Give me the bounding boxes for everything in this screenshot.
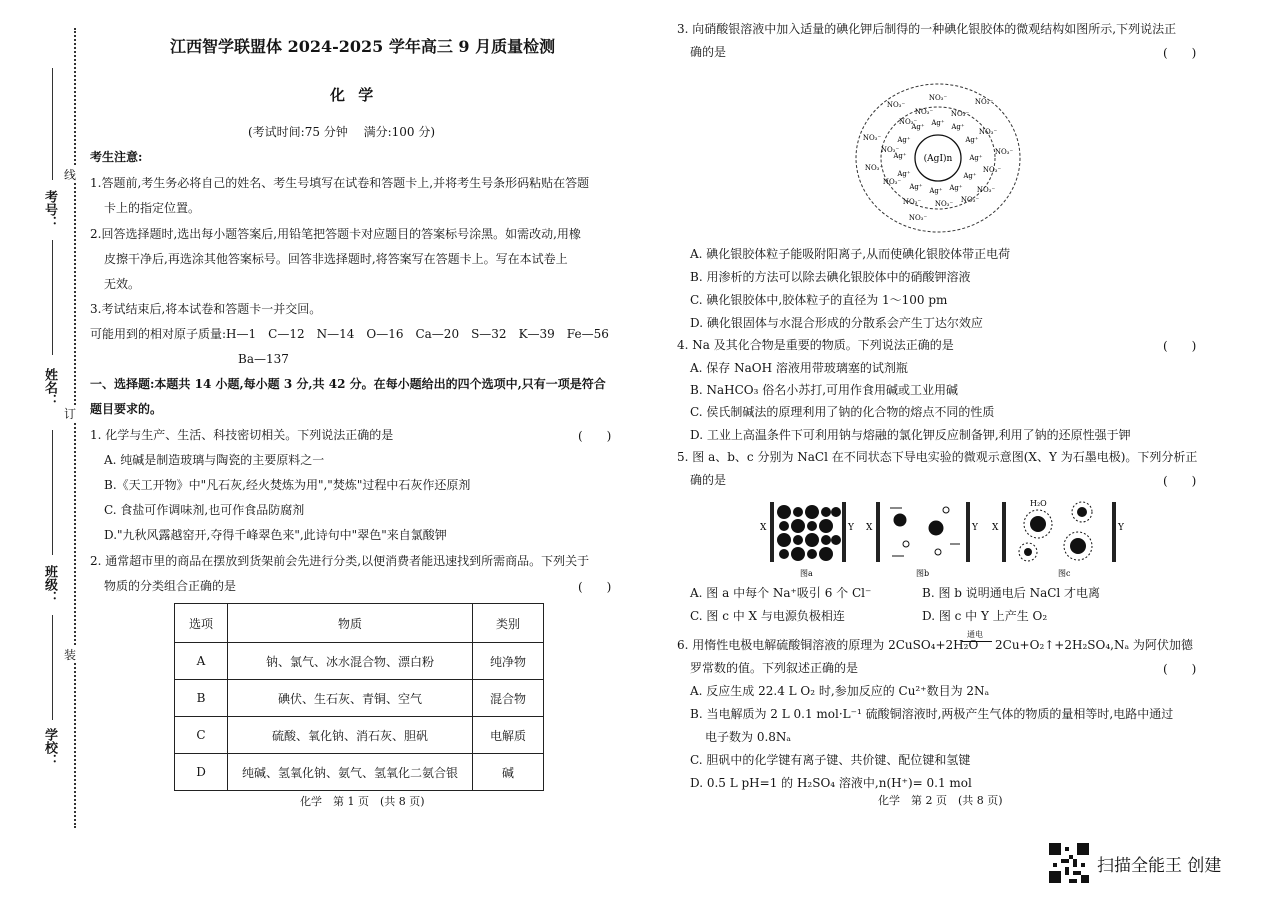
water-label: H₂O [1030, 499, 1047, 508]
qr-code-icon [1049, 843, 1089, 883]
nitrate-ion: NO₃⁻ [864, 164, 884, 172]
q6-option-b: B. 当电解质为 2 L 0.1 mol·L⁻¹ 硫酸铜溶液时,两极产生气体的物质的量相等时,电路中通过 [690, 707, 1174, 721]
q5-stem: 5. 图 a、b、c 分别为 NaCl 在不同状态下导电实验的微观示意图(X、Y 为石墨电极)。下列分析正 [677, 450, 1198, 464]
electrode-x-label: X [866, 523, 873, 533]
electrode-y-label: Y [848, 523, 854, 533]
nitrate-ion: NO₃⁻ [994, 148, 1014, 156]
q1-answer-paren: ( ) [578, 429, 612, 443]
q3-answer-paren: ( ) [1163, 46, 1197, 60]
q6-stem-a: 6. 用惰性电极电解硫酸铜溶液的原理为 2CuSO₄+2H₂O [677, 638, 979, 652]
figure-c [992, 499, 1125, 578]
name-label: 姓名： [42, 368, 57, 407]
nitrate-ion: NO₃⁻ [886, 101, 906, 109]
ag-ion: Ag⁺ [897, 170, 911, 178]
q5-option-d: D. 图 c 中 Y 上产生 O₂ [922, 609, 1048, 623]
notice-heading: 考生注意: [90, 150, 143, 164]
q5-option-c: C. 图 c 中 X 与电源负极相连 [690, 609, 845, 623]
notice-2a: 2.回答选择题时,选出每小题答案后,用铅笔把答题卡对应题目的答案标号涂黑。如需改动,用橡 [90, 227, 581, 241]
class-label: 班级： [42, 565, 57, 604]
notice-1b: 卡上的指定位置。 [104, 201, 201, 215]
notice-2c: 无效。 [104, 277, 141, 291]
page-footer-2: 化学 第 2 页 (共 8 页) [878, 794, 1003, 807]
table-cell: A [175, 643, 228, 680]
school-line [52, 615, 53, 720]
table-row [175, 717, 544, 754]
nitrate-ion: NO₃⁻ [934, 200, 954, 208]
ag-ion: Ag⁺ [911, 123, 925, 131]
exam-number-line [52, 68, 53, 180]
notice-2b: 皮擦干净后,再选涂其他答案标号。回答非选择题时,将答案写在答题卡上。写在本试卷上 [104, 252, 568, 266]
q6-option-c: C. 胆矾中的化学键有离子键、共价键、配位键和氢键 [690, 753, 971, 767]
electrode-x [1002, 502, 1006, 562]
q2-classification-table [174, 603, 544, 791]
q3-option-b: B. 用渗析的方法可以除去碘化银胶体中的硝酸钾溶液 [690, 270, 971, 284]
figure-a [760, 502, 855, 578]
nitrate-ion: NO₃⁻ [902, 198, 922, 206]
binding-dotted-line [74, 28, 76, 828]
exam-info: (考试时间:75 分钟 满分:100 分) [248, 125, 436, 139]
q2-stem-2: 物质的分类组合正确的是 [104, 579, 237, 593]
binding-line-char: 线 [64, 168, 77, 182]
ag-ion: Ag⁺ [963, 172, 977, 180]
q3-option-a: A. 碘化银胶体粒子能吸附阳离子,从而使碘化银胶体带正电荷 [690, 247, 1011, 261]
q6-answer-paren: ( ) [1163, 662, 1197, 676]
q5-option-b: B. 图 b 说明通电后 NaCl 才电离 [922, 586, 1101, 600]
ag-ion: Ag⁺ [965, 136, 979, 144]
ag-ion: Ag⁺ [951, 123, 965, 131]
table-row [175, 643, 544, 680]
q2-answer-paren: ( ) [578, 580, 612, 594]
colloid-structure-diagram [852, 80, 1024, 236]
q6-option-a: A. 反应生成 22.4 L O₂ 时,参加反应的 Cu²⁺数目为 2Nₐ [690, 684, 990, 698]
binding-zhuang-char: 装 [64, 648, 77, 662]
nitrate-ion: NO₃⁻ [978, 128, 998, 136]
q6-option-b2: 电子数为 0.8Nₐ [705, 730, 792, 744]
page-footer-1: 化学 第 1 页 (共 8 页) [300, 795, 425, 808]
subject-title: 化 学 [330, 86, 378, 104]
electrode-y-label: Y [1118, 523, 1124, 533]
ag-ion: Ag⁺ [969, 154, 983, 162]
q5-option-a: A. 图 a 中每个 Na⁺吸引 6 个 Cl⁻ [690, 586, 872, 600]
table-row [175, 754, 544, 791]
q6-stem-2: 罗常数的值。下列叙述正确的是 [690, 661, 859, 675]
ag-ion: Ag⁺ [909, 183, 923, 191]
notice-3: 3.考试结束后,将本试卷和答题卡一并交回。 [90, 302, 322, 316]
nacl-conduction-figures [760, 494, 1130, 580]
q5-answer-paren: ( ) [1163, 474, 1197, 488]
figure-b-caption: 图b [916, 569, 930, 578]
nitrate-ion: NO₃⁻ [862, 134, 882, 142]
nitrate-ion: NO₃⁻ [880, 146, 900, 154]
q3-stem: 3. 向硝酸银溶液中加入适量的碘化钾后制得的一种碘化银胶体的微观结构如图所示,下列说法正 [677, 22, 1177, 36]
q4-answer-paren: ( ) [1163, 339, 1197, 353]
q6-arrow-line [962, 641, 992, 642]
q4-stem: 4. Na 及其化合物是重要的物质。下列说法正确的是 [677, 338, 954, 352]
name-line [52, 240, 53, 355]
nitrate-ion: NO₃⁻ [982, 166, 1002, 174]
q3-option-d: D. 碘化银固体与水混合形成的分散系会产生丁达尔效应 [690, 316, 983, 330]
electrode-x [876, 502, 880, 562]
nitrate-ion: NO₃⁻ [882, 178, 902, 186]
nitrate-ion: NO₃⁻ [950, 110, 970, 118]
table-cell: 碱 [473, 754, 544, 791]
q4-option-b: B. NaHCO₃ 俗名小苏打,可用作食用碱或工业用碱 [690, 383, 959, 397]
q3-option-c: C. 碘化银胶体中,胶体粒子的直径为 1～100 pm [690, 293, 948, 307]
q1-option-a: A. 纯碱是制造玻璃与陶瓷的主要原料之一 [104, 453, 325, 467]
q5-stem-2: 确的是 [690, 473, 727, 487]
lattice-ions [777, 505, 841, 561]
table-row [175, 680, 544, 717]
q2-stem: 2. 通常超市里的商品在摆放到货架前会先进行分类,以便消费者能迅速找到所需商品。下列关于 [90, 554, 590, 568]
exam-title: 江西智学联盟体 2024-2025 学年高三 9 月质量检测 [170, 37, 556, 56]
exam-number-label: 考号： [42, 190, 57, 229]
table-header: 选项 [175, 604, 228, 643]
q1-option-b: B.《天工开物》中"凡石灰,经火焚炼为用","焚炼"过程中石灰作还原剂 [104, 478, 471, 492]
core-label: (AgI)n [923, 154, 953, 164]
table-cell: D [175, 754, 228, 791]
table-cell: 电解质 [473, 717, 544, 754]
free-ions [890, 507, 960, 556]
electrode-x-label: X [760, 523, 767, 533]
nitrate-ion: NO₃⁻ [908, 214, 928, 222]
q1-option-c: C. 食盐可作调味剂,也可作食品防腐剂 [104, 503, 305, 517]
nitrate-ion: NO₃⁻ [898, 118, 918, 126]
electrode-y [842, 502, 846, 562]
table-cell: 钠、氯气、冰水混合物、漂白粉 [228, 643, 473, 680]
hydrated-ions [1019, 502, 1092, 561]
electrode-y [1112, 502, 1116, 562]
table-cell: C [175, 717, 228, 754]
ag-ion: Ag⁺ [929, 187, 943, 195]
q6-stem-b: 2Cu+O₂↑+2H₂SO₄,Nₐ 为阿伏加德 [995, 638, 1193, 652]
table-header-row [175, 604, 544, 643]
ag-ion: Ag⁺ [897, 136, 911, 144]
figure-c-caption: 图c [1058, 569, 1071, 578]
q4-option-d: D. 工业上高温条件下可利用钠与熔融的氯化钾反应制备钾,利用了钠的还原性强于钾 [690, 428, 1131, 442]
table-cell: 碘伏、生石灰、青铜、空气 [228, 680, 473, 717]
table-cell: 纯净物 [473, 643, 544, 680]
electrode-x [770, 502, 774, 562]
table-header: 类别 [473, 604, 544, 643]
q6-option-d: D. 0.5 L pH=1 的 H₂SO₄ 溶液中,n(H⁺)= 0.1 mol [690, 776, 972, 790]
table-cell: 硫酸、氧化钠、消石灰、胆矾 [228, 717, 473, 754]
electrode-x-label: X [992, 523, 999, 533]
q1-option-d: D."九秋风露越窑开,夺得千峰翠色来",此诗句中"翠色"来自氯酸钾 [104, 528, 447, 542]
q4-option-c: C. 侯氏制碱法的原理利用了钠的化合物的熔点不同的性质 [690, 405, 995, 419]
atomic-masses: 可能用到的相对原子质量:H—1 C—12 N—14 O—16 Ca—20 S—32 K—39 Fe—56 [90, 327, 609, 341]
q1-stem: 1. 化学与生产、生活、科技密切相关。下列说法正确的是 [90, 428, 394, 442]
ag-ion: Ag⁺ [949, 184, 963, 192]
binding-ding-char: 订 [64, 407, 77, 421]
table-header: 物质 [228, 604, 473, 643]
electrode-y-label: Y [972, 523, 978, 533]
nitrate-ion: NO₃⁻ [976, 186, 996, 194]
class-line [52, 430, 53, 555]
nitrate-ion: NO₃⁻ [914, 108, 934, 116]
ag-ion: Ag⁺ [893, 152, 907, 160]
table-cell: 纯碱、氢氧化钠、氨气、氢氧化二氨合银 [228, 754, 473, 791]
notice-1a: 1.答题前,考生务必将自己的姓名、考生号填写在试卷和答题卡上,并将考生号条形码粘贴在答题 [90, 176, 590, 190]
nitrate-ion: NO₃⁻ [960, 196, 980, 204]
ag-ion: Ag⁺ [931, 119, 945, 127]
q6-condition: 通电 [967, 630, 983, 639]
section-1-instr-2: 题目要求的。 [90, 402, 163, 416]
q4-option-a: A. 保存 NaOH 溶液用带玻璃塞的试剂瓶 [690, 361, 908, 375]
school-label: 学校： [42, 728, 57, 767]
table-cell: B [175, 680, 228, 717]
scanner-watermark: 扫描全能王 创建 [1097, 856, 1222, 876]
nitrate-ion: NO₃⁻ [974, 98, 994, 106]
table-cell: 混合物 [473, 680, 544, 717]
figure-b [866, 502, 979, 578]
figure-a-caption: 图a [800, 569, 813, 578]
q3-stem-2: 确的是 [690, 45, 727, 59]
section-1-instr: 一、选择题:本题共 14 小题,每小题 3 分,共 42 分。在每小题给出的四个选项中,只有一项是符合 [90, 377, 606, 391]
nitrate-ion: NO₃⁻ [928, 94, 948, 102]
atomic-masses-ba: Ba—137 [238, 352, 289, 366]
electrode-y [966, 502, 970, 562]
